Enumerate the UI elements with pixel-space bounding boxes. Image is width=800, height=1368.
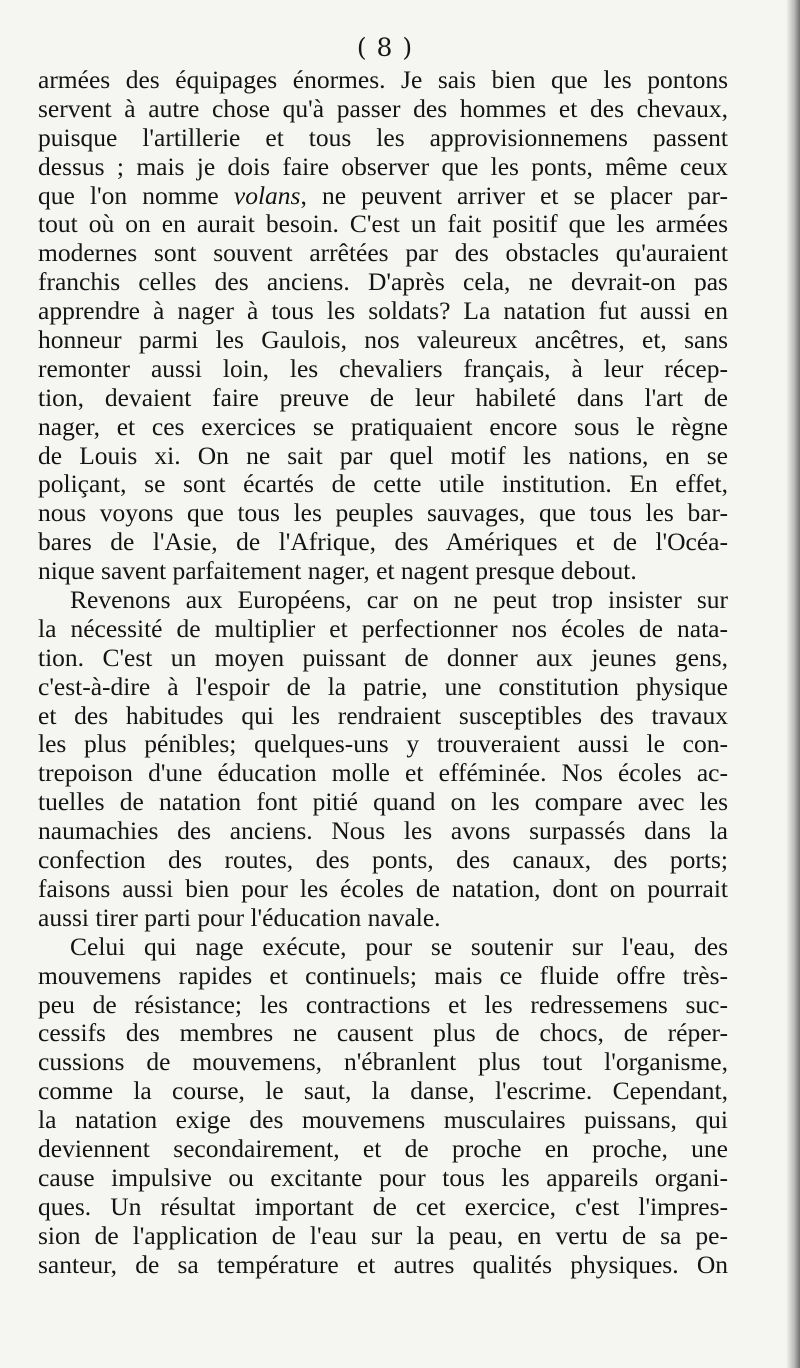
text-line: c'est-à-dire à l'espoir de la patrie, une constitution physique — [38, 671, 728, 701]
text-line: poliçant, se sont écartés de cette utile institution. En effet, — [38, 469, 728, 499]
text-line: aussi tirer parti pour l'éducation navale. — [38, 902, 441, 932]
text-line: franchis celles des anciens. D'après cela, ne devrait-on pas — [38, 267, 728, 297]
paragraph — [38, 66, 728, 586]
text-line: faisons aussi bien pour les écoles de natation, dont on pourrait — [38, 873, 728, 903]
text-line: apprendre à nager à tous les soldats? La natation fut aussi en — [38, 296, 728, 326]
page-number: ( 8 ) — [356, 33, 414, 62]
text-line: tout où on en aurait besoin. C'est un fait positif que les armées — [38, 209, 728, 239]
text-line: naumachies des anciens. Nous les avons surpassés dans la — [38, 816, 728, 846]
text-line: mouvemens rapides et continuels; mais ce fluide offre très- — [38, 960, 728, 990]
text-line: sion de l'application de l'eau sur la peau, en vertu de sa pe- — [38, 1220, 728, 1250]
text-line: nager, et ces exercices se pratiquaient encore sous le règne — [38, 411, 728, 441]
text-line: tuelles de natation font pitié quand on les compare avec les — [38, 787, 728, 817]
text-line: bares de l'Asie, de l'Afrique, des Amériques et de l'Océa- — [38, 527, 728, 557]
text-line: ques. Un résultat important de cet exercice, c'est l'impres- — [38, 1191, 728, 1221]
text-line: que l'on nomme volans, ne peuvent arriver et se placer par- — [38, 180, 728, 210]
text-line: confection des routes, des ponts, des canaux, des ports; — [38, 845, 728, 875]
text-line: modernes sont souvent arrêtées par des obstacles qu'auraient — [38, 238, 728, 268]
text-line: nous voyons que tous les peuples sauvages, que tous les bar- — [38, 498, 728, 528]
text-line: la nécessité de multiplier et perfectionner nos écoles de nata- — [38, 613, 728, 643]
page-edge-shadow — [786, 0, 800, 1368]
text-line: tion. C'est un moyen puissant de donner aux jeunes gens, — [38, 642, 728, 672]
text-line: tion, devaient faire preuve de leur habileté dans l'art de — [38, 382, 728, 412]
text-line: Celui qui nage exécute, pour se soutenir sur l'eau, des — [70, 931, 728, 961]
text-line: de Louis xi. On ne sait par quel motif les nations, en se — [38, 440, 728, 470]
text-line: servent à autre chose qu'à passer des hommes et des chevaux, — [38, 93, 728, 123]
page-text — [38, 66, 728, 1279]
text-line: remonter aussi loin, les chevaliers français, à leur récep- — [38, 353, 728, 383]
paragraph — [38, 586, 728, 933]
text-line: cause impulsive ou excitante pour tous les appareils organi- — [38, 1162, 728, 1192]
text-line: santeur, de sa température et autres qualités physiques. On — [38, 1249, 728, 1279]
text-line: nique savent parfaitement nager, et nagent presque debout. — [38, 556, 637, 586]
text-line: trepoison d'une éducation molle et efféminée. Nos écoles ac- — [38, 758, 728, 788]
text-line: cussions de mouvemens, n'ébranlent plus tout l'organisme, — [38, 1047, 728, 1077]
text-line: la natation exige des mouvemens musculaires puissans, qui — [38, 1105, 728, 1135]
text-line: comme la course, le saut, la danse, l'escrime. Cependant, — [38, 1076, 728, 1106]
text-line: deviennent secondairement, et de proche en proche, une — [38, 1133, 728, 1163]
text-line: honneur parmi les Gaulois, nos valeureux ancêtres, et, sans — [38, 325, 728, 355]
text-line: dessus ; mais je dois faire observer que les ponts, même ceux — [38, 151, 728, 181]
text-line: les plus pénibles; quelques-uns y trouveraient aussi le con- — [38, 729, 728, 759]
text-line: armées des équipages énormes. Je sais bien que les pontons — [38, 65, 728, 94]
paragraph — [38, 933, 728, 1280]
text-line: cessifs des membres ne causent plus de chocs, de réper- — [38, 1018, 728, 1048]
text-line: peu de résistance; les contractions et les redressemens suc- — [38, 989, 728, 1019]
text-line: Revenons aux Européens, car on ne peut trop insister sur — [70, 585, 728, 615]
text-line: puisque l'artillerie et tous les approvisionnemens passent — [38, 122, 728, 152]
text-line: et des habitudes qui les rendraient susceptibles des travaux — [38, 700, 728, 730]
